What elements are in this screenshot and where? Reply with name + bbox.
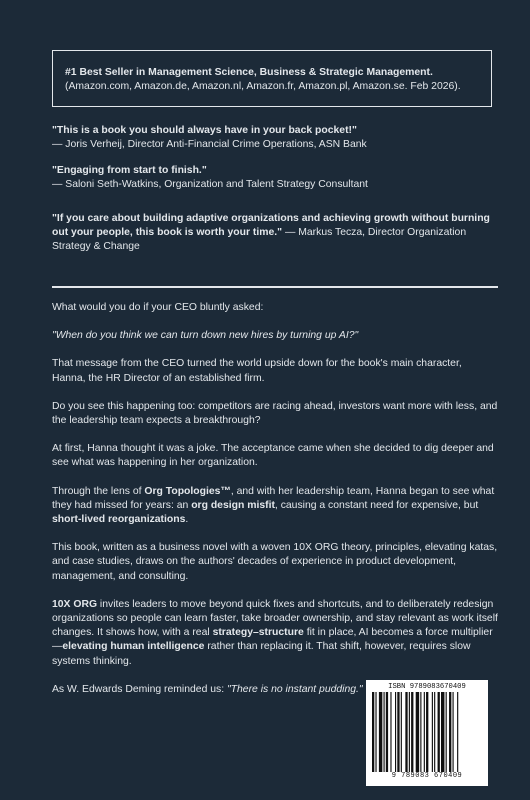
barcode-bar <box>405 692 407 772</box>
ceo-question: "When do you think we can turn down new hires by turning up AI?" <box>52 330 359 342</box>
barcode-bar <box>420 692 421 772</box>
testimonial <box>52 164 492 192</box>
barcode-bar <box>384 692 385 772</box>
award-sources: (Amazon.com, Amazon.de, Amazon.nl, Amazon.fr, Amazon.pl, Amazon.se. Feb 2026). <box>65 81 461 92</box>
barcode-bar <box>449 692 451 772</box>
isbn-barcode <box>366 680 488 786</box>
blurb-paragraph: Do you see this happening too: competitors are racing ahead, investors want more with less, and the leadership team expects a breakthrough? <box>52 400 498 427</box>
blurb-paragraph <box>52 485 498 528</box>
barcode-bar <box>424 692 425 772</box>
text-run: Through the lens of <box>52 485 145 497</box>
barcode-bar <box>372 692 374 772</box>
blurb-paragraph: At first, Hanna thought it was a joke. The acceptance came when she decided to dig deeper and see what was happening in her organization. <box>52 443 494 469</box>
text-run: rather than replacing it. That shift, however, requires slow systems thinking. <box>52 641 471 667</box>
blurb <box>52 301 498 711</box>
reorg-emphasis: short-lived reorganizations <box>52 514 186 526</box>
human-intelligence-emphasis: elevating human intelligence <box>62 641 205 653</box>
barcode-bar <box>409 692 410 772</box>
testimonial-author: — Markus Tecza, Director Organization Strategy & Change <box>52 227 467 252</box>
misfit-emphasis: org design misfit <box>191 499 275 511</box>
barcode-bar <box>386 692 388 772</box>
blurb-paragraph: This book, written as a business novel with a woven 10X ORG theory, principles, elevating katas, and case studies, draws on the authors' decades of experience in product development, management, and consulting. <box>52 542 498 582</box>
strategy-structure-emphasis: strategy–structure <box>212 627 304 639</box>
barcode-bar <box>453 692 454 772</box>
book-title-emphasis: 10X ORG <box>52 598 98 610</box>
divider <box>52 286 498 288</box>
barcode-bar <box>390 692 391 772</box>
testimonial <box>52 124 492 152</box>
award-headline: #1 Best Seller in Management Science, Business & Strategic Management. <box>65 67 433 78</box>
blurb-paragraph: That message from the CEO turned the world upside down for the book's main character, Hanna, the HR Director of an established firm. <box>52 358 462 384</box>
barcode-bar <box>416 692 419 772</box>
barcode-digits: 9 789083 670409 <box>391 772 463 780</box>
barcode-bars <box>370 692 482 772</box>
barcode-bar <box>446 692 447 772</box>
award-box <box>52 50 492 107</box>
testimonials <box>52 124 492 266</box>
pudding-quote: "There is no instant pudding." <box>226 683 363 695</box>
barcode-bar <box>457 692 458 772</box>
barcode-bar <box>426 692 428 772</box>
testimonial-author: — Saloni Seth-Watkins, Organization and Talent Strategy Consultant <box>52 179 368 190</box>
barcode-bar <box>379 692 382 772</box>
barcode-bar <box>401 692 402 772</box>
text-run: As W. Edwards Deming reminded us: <box>52 683 227 695</box>
isbn-label: ISBN 9789083670409 <box>388 683 466 691</box>
text-run: invites leaders to move beyond quick fixes and shortcuts, and to deliberately redesign organizations so people can learn faster, take broader ownership, and stay relevant as work itself changes. It shows how, with a real <box>52 598 498 639</box>
testimonial <box>52 212 492 254</box>
text-run: , and with her leadership team, Hanna began to see what they had missed for years: an <box>52 485 495 511</box>
barcode-bar <box>375 692 376 772</box>
blurb-paragraph: What would you do if your CEO bluntly asked: <box>52 302 264 313</box>
testimonial-quote: "Engaging from start to finish." <box>52 165 207 176</box>
barcode-bar <box>411 692 413 772</box>
barcode-bar <box>397 692 399 772</box>
testimonial-quote: "This is a book you should always have in your back pocket!" <box>52 125 357 136</box>
barcode-bar <box>434 692 435 772</box>
text-run: , causing a constant need for expensive, but <box>274 499 479 511</box>
text-run: . <box>185 514 189 526</box>
text-run: fit in place, AI becomes a force multiplier— <box>52 627 493 653</box>
barcode-bar <box>432 692 433 772</box>
barcode-bar <box>395 692 396 772</box>
barcode-bar <box>438 692 440 772</box>
barcode-bar <box>441 692 444 772</box>
blurb-paragraph <box>52 598 498 669</box>
org-topologies-emphasis: Org Topologies™ <box>144 485 231 497</box>
testimonial-quote: "If you care about building adaptive organizations and achieving growth without burning out your people, this book is worth your time." <box>52 213 490 238</box>
testimonial-author: — Joris Verheij, Director Anti-Financial Crime Operations, ASN Bank <box>52 139 367 150</box>
